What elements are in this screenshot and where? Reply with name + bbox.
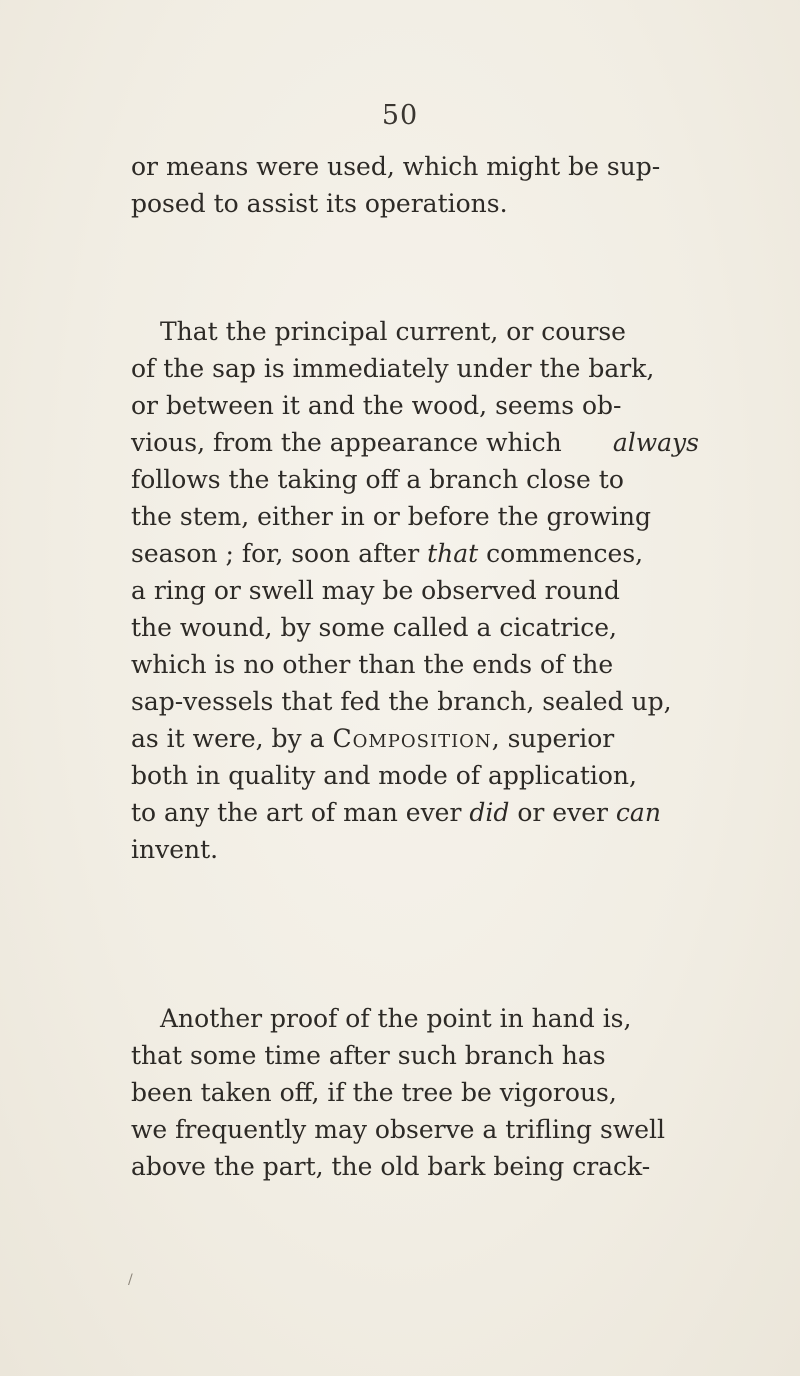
italic-word: can — [615, 798, 661, 827]
text-line: vious, from the appearance which always — [131, 424, 699, 461]
text-line: invent. — [131, 835, 219, 864]
text-line: posed to assist its operations. — [131, 189, 508, 218]
text-line: season ; for, soon after that commences, — [131, 539, 644, 568]
paragraph-1 — [131, 148, 699, 222]
text-line: sap-vessels that fed the branch, sealed up, — [131, 687, 672, 716]
text-line: which is no other than the ends of the — [131, 650, 614, 679]
text-line: both in quality and mode of application, — [131, 761, 637, 790]
text-line: Another proof of the point in hand is, — [160, 1004, 632, 1033]
text-line: or between it and the wood, seems ob- — [131, 391, 622, 420]
text-line: the stem, either in or before the growing — [131, 502, 651, 531]
text-line: that some time after such branch has — [131, 1041, 606, 1070]
text-line: a ring or swell may be observed round — [131, 576, 620, 605]
text-line: That the principal current, or course — [160, 317, 626, 346]
text-line: or means were used, which might be sup- — [131, 152, 661, 181]
paragraph-3 — [131, 1000, 699, 1185]
text-line: above the part, the old bark being crack- — [131, 1152, 651, 1181]
paragraph-2 — [131, 313, 699, 868]
text-line: as it were, by a Composition, superior — [131, 724, 615, 753]
text-line: of the sap is immediately under the bark, — [131, 354, 655, 383]
small-caps-word: Composition — [332, 724, 492, 753]
text-line: follows the taking off a branch close to — [131, 465, 624, 494]
text-line: the wound, by some called a cicatrice, — [131, 613, 617, 642]
paper-speck: / — [128, 1272, 133, 1288]
text-line: been taken off, if the tree be vigorous, — [131, 1078, 617, 1107]
italic-word: did — [469, 798, 510, 827]
text-line: to any the art of man ever did or ever can — [131, 798, 661, 827]
page-number: 50 — [381, 100, 419, 131]
italic-word: always — [612, 428, 699, 457]
italic-word: that — [427, 539, 479, 568]
text-line: we frequently may observe a trifling swell — [131, 1115, 666, 1144]
